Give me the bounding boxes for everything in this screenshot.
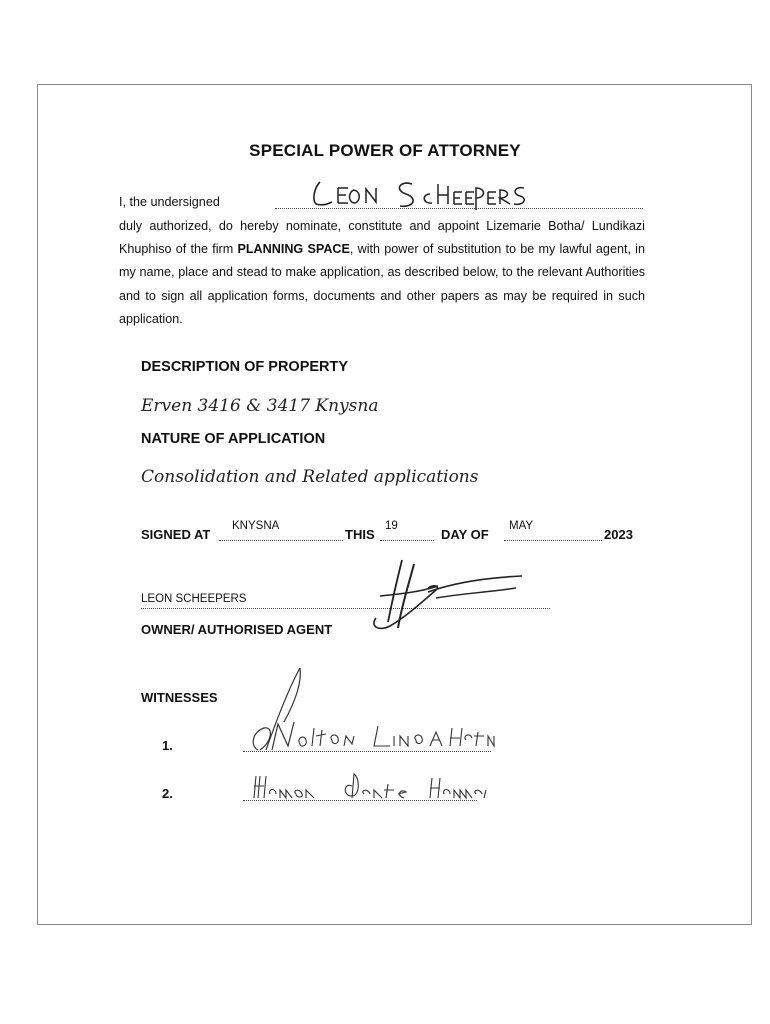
authorization-text-2: , with power of substitution to be my lawful agent, in my name, place and stead to make application, as described below, to the relevant Authorities and to sign all application forms, documents and other papers as may be required in such application. bbox=[119, 242, 645, 326]
property-heading: DESCRIPTION OF PROPERTY bbox=[141, 359, 349, 375]
witness-1-signature-image bbox=[244, 666, 494, 756]
property-value: Erven 3416 & 3417 Knysna bbox=[141, 396, 379, 416]
year-value: 2023 bbox=[604, 527, 633, 542]
owner-name: LEON SCHEEPERS bbox=[141, 593, 247, 605]
witness-1-signature bbox=[244, 666, 494, 756]
witnesses-heading: WITNESSES bbox=[141, 690, 218, 705]
firm-name: PLANNING SPACE bbox=[237, 242, 350, 257]
application-value: Consolidation and Related applications bbox=[141, 467, 479, 487]
day-value: 19 bbox=[385, 520, 398, 532]
day-of-label: DAY OF bbox=[441, 527, 489, 542]
witness-2-signature-image bbox=[248, 772, 488, 802]
signed-at-value: KNYSNA bbox=[232, 520, 280, 532]
day-dots bbox=[380, 540, 434, 541]
witness-2-signature bbox=[248, 772, 488, 802]
signed-at-dots bbox=[219, 540, 343, 541]
owner-role: OWNER/ AUTHORISED AGENT bbox=[141, 622, 333, 637]
intro-lead: I, the undersigned bbox=[119, 195, 220, 209]
document-title: SPECIAL POWER OF ATTORNEY bbox=[249, 141, 521, 160]
owner-signature-image bbox=[340, 556, 530, 636]
undersigned-signature-image bbox=[308, 176, 528, 210]
this-label: THIS bbox=[345, 527, 375, 542]
month-dots bbox=[504, 540, 602, 541]
owner-signature bbox=[340, 556, 530, 636]
witness-1-number: 1. bbox=[162, 738, 173, 753]
authorization-paragraph bbox=[119, 215, 645, 331]
undersigned-signature bbox=[308, 176, 528, 210]
witness-2-number: 2. bbox=[162, 786, 173, 801]
application-heading: NATURE OF APPLICATION bbox=[141, 431, 326, 447]
signed-at-label: SIGNED AT bbox=[141, 527, 211, 542]
month-value: MAY bbox=[509, 520, 534, 532]
authorization-text-1: duly authorized, do hereby nominate, constitute and appoint Lizemarie Botha/ Lundikazi Khuphiso of the firm bbox=[119, 219, 645, 257]
